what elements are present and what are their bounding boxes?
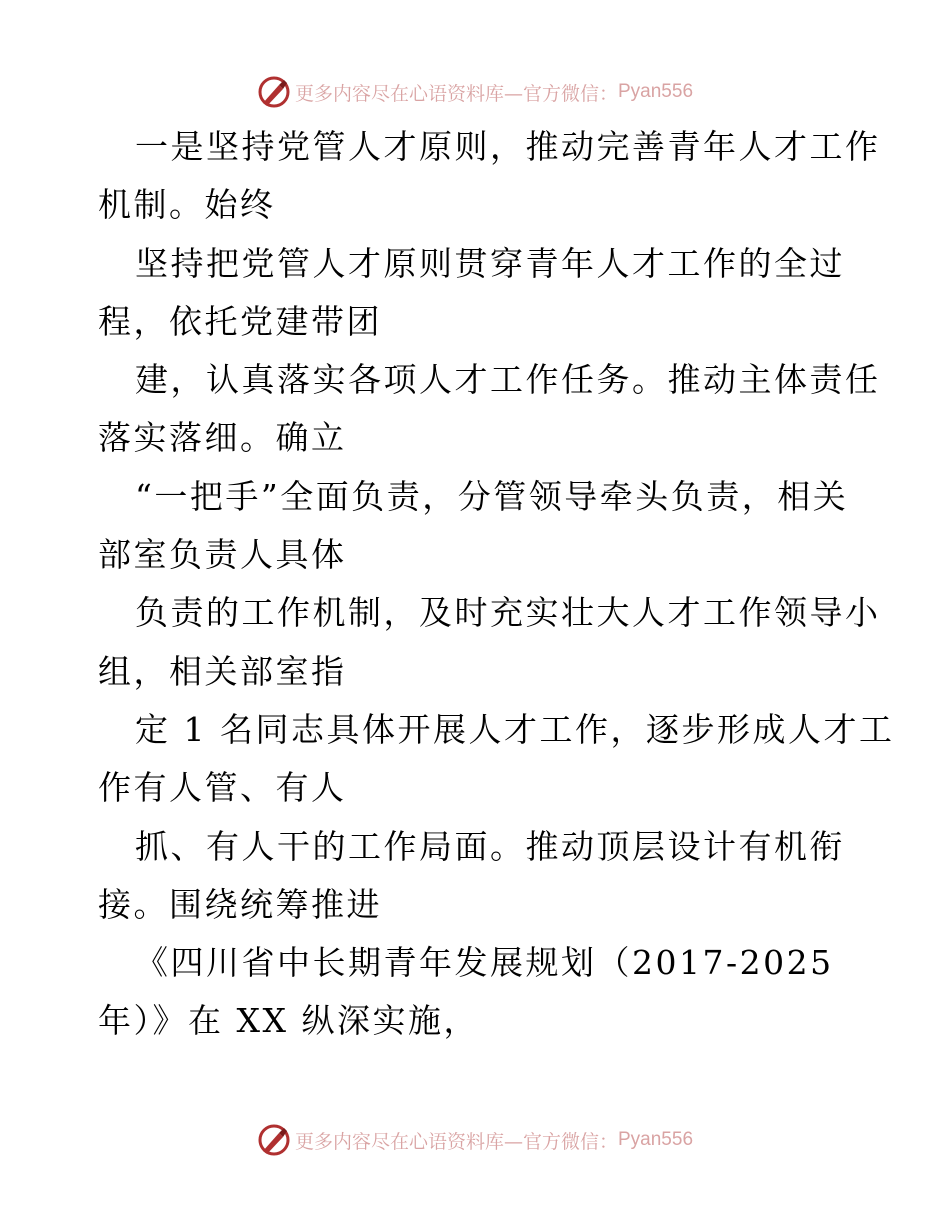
text-line: 抓、有人干的工作局面。推动顶层设计有机衔 <box>135 826 845 866</box>
watermark-id: Pyan556 <box>618 1129 694 1150</box>
text-line: 部室负责人具体 <box>98 535 347 575</box>
text-line: 程，依托党建带团 <box>98 301 382 341</box>
watermark-text: 更多内容尽在心语资料库—官方微信： <box>294 1130 618 1153</box>
text-line: 落实落细。确立 <box>98 418 347 458</box>
text-line: 《四川省中长期青年发展规划（2017-2025 <box>135 943 834 983</box>
text-line: 年）》在 XX 纵深实施， <box>98 1001 479 1041</box>
text-line: 一是坚持党管人才原则，推动完善青年人才工作 <box>135 127 881 166</box>
text-line: 定 1 名同志具体开展人才工作，逐步形成人才工 <box>135 709 895 749</box>
header-watermark <box>0 72 950 112</box>
document-body <box>98 118 895 1051</box>
pen-logo-icon <box>257 75 291 109</box>
pen-logo-icon <box>257 1123 291 1157</box>
footer-watermark <box>0 1120 950 1160</box>
text-line: 接。围绕统筹推进 <box>98 884 382 924</box>
watermark-text: 更多内容尽在心语资料库—官方微信： <box>294 82 618 105</box>
text-line: “一把手”全面负责，分管领导牵头负责，相关 <box>135 476 849 516</box>
text-line: 组，相关部室指 <box>98 651 347 691</box>
text-line: 坚持把党管人才原则贯穿青年人才工作的全过 <box>135 243 845 283</box>
text-line: 建，认真落实各项人才工作任务。推动主体责任 <box>135 360 881 400</box>
text-line: 负责的工作机制，及时充实壮大人才工作领导小 <box>135 593 881 633</box>
text-line: 机制。始终 <box>98 185 276 225</box>
text-line: 作有人管、有人 <box>98 768 347 808</box>
watermark-id: Pyan556 <box>618 81 694 102</box>
